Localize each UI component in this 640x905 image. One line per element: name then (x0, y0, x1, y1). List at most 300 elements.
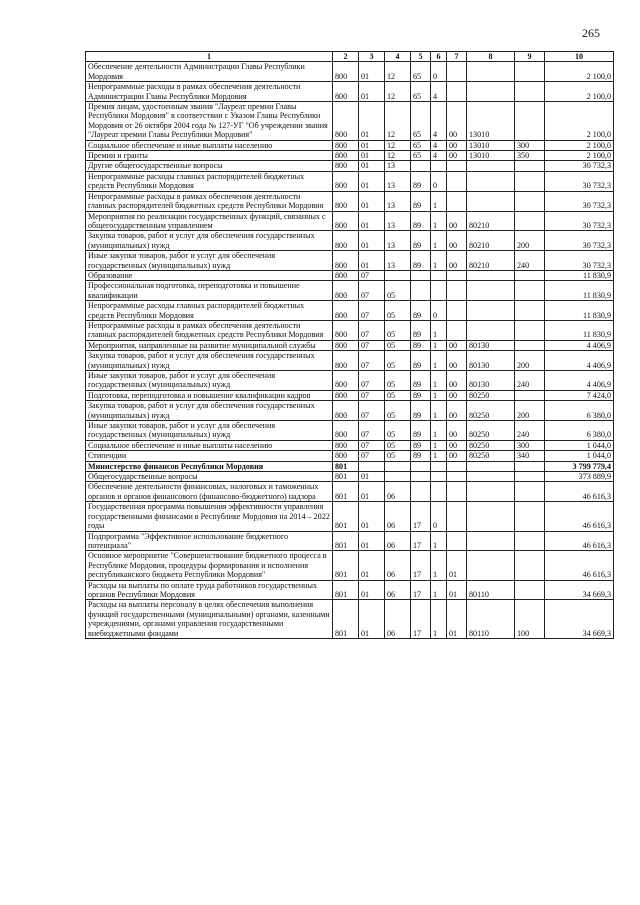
subsection-cell: 05 (385, 421, 411, 441)
program-cell: 89 (411, 191, 431, 211)
expense-type-cell (515, 281, 545, 301)
item-name-cell: Стипендии (86, 451, 333, 461)
section-cell: 01 (359, 161, 385, 171)
direction-cell (467, 270, 515, 280)
event-cell: 01 (447, 580, 467, 600)
expense-type-cell (515, 270, 545, 280)
table-row (86, 82, 614, 102)
amount-cell: 11 830,9 (545, 320, 614, 340)
amount-cell: 6 380,0 (545, 421, 614, 441)
direction-cell (467, 482, 515, 502)
program-cell: 89 (411, 401, 431, 421)
item-name-cell: Подпрограмма "Эффективное использование бюджетного потенциала" (86, 531, 333, 551)
item-name-cell: Расходы на выплаты персоналу в целях обеспечения выполнения функций государственными (муниципальными) органами, казенными учреждениями, органами управления государственными внебюджетными фондами (86, 600, 333, 639)
subprogram-cell: 1 (431, 600, 447, 639)
section-cell: 01 (359, 502, 385, 531)
table-row (86, 270, 614, 280)
subsection-cell: 05 (385, 451, 411, 461)
section-cell: 01 (359, 82, 385, 102)
admin-code-cell: 800 (333, 270, 359, 280)
direction-cell (467, 191, 515, 211)
direction-cell: 80130 (467, 340, 515, 350)
event-cell: 00 (447, 371, 467, 391)
expense-type-cell (515, 62, 545, 82)
item-name-cell: Обеспечение деятельности Администрации Главы Республики Мордовия (86, 62, 333, 82)
amount-cell: 30 732,3 (545, 161, 614, 171)
subsection-cell (385, 472, 411, 482)
admin-code-cell: 800 (333, 62, 359, 82)
table-row (86, 161, 614, 171)
subprogram-cell: 1 (431, 580, 447, 600)
section-cell: 07 (359, 401, 385, 421)
expense-type-cell (515, 340, 545, 350)
amount-cell: 1 044,0 (545, 440, 614, 450)
program-cell: 89 (411, 451, 431, 461)
item-name-cell: Профессиональная подготовка, переподготовка и повышение квалификации (86, 281, 333, 301)
amount-cell: 2 100,0 (545, 62, 614, 82)
subprogram-cell (431, 482, 447, 502)
expense-type-cell: 240 (515, 251, 545, 271)
subsection-cell: 06 (385, 502, 411, 531)
item-name-cell: Расходы на выплаты по оплате труда работников государственных органов Республики Мордовия (86, 580, 333, 600)
event-cell (447, 461, 467, 471)
column-header: 2 (333, 52, 359, 62)
amount-cell: 34 669,3 (545, 580, 614, 600)
section-cell: 07 (359, 320, 385, 340)
table-row (86, 551, 614, 580)
admin-code-cell: 800 (333, 281, 359, 301)
event-cell (447, 191, 467, 211)
program-cell: 89 (411, 390, 431, 400)
subprogram-cell: 1 (431, 421, 447, 441)
event-cell (447, 502, 467, 531)
item-name-cell: Основное мероприятие "Совершенствование бюджетного процесса в Республике Мордовия, процедуры формирования и исполнения республиканского бюджета Республики Мордовия" (86, 551, 333, 580)
amount-cell: 4 406,9 (545, 351, 614, 371)
event-cell: 00 (447, 440, 467, 450)
program-cell (411, 161, 431, 171)
subprogram-cell: 1 (431, 451, 447, 461)
admin-code-cell: 801 (333, 461, 359, 471)
direction-cell (467, 62, 515, 82)
section-cell: 01 (359, 472, 385, 482)
event-cell: 00 (447, 140, 467, 150)
subsection-cell: 13 (385, 161, 411, 171)
subsection-cell: 05 (385, 371, 411, 391)
subsection-cell (385, 270, 411, 280)
admin-code-cell: 800 (333, 390, 359, 400)
event-cell: 00 (447, 211, 467, 231)
table-row (86, 451, 614, 461)
direction-cell (467, 301, 515, 321)
table-row (86, 580, 614, 600)
event-cell: 00 (447, 351, 467, 371)
table-row (86, 421, 614, 441)
subsection-cell: 13 (385, 211, 411, 231)
direction-cell: 80250 (467, 390, 515, 400)
event-cell (447, 320, 467, 340)
section-cell: 07 (359, 270, 385, 280)
event-cell (447, 270, 467, 280)
section-cell: 07 (359, 451, 385, 461)
event-cell: 00 (447, 451, 467, 461)
column-header: 3 (359, 52, 385, 62)
event-cell: 00 (447, 401, 467, 421)
amount-cell: 3 799 779,4 (545, 461, 614, 471)
item-name-cell: Непрограммные расходы главных распорядителей бюджетных средств Республики Мордовия (86, 171, 333, 191)
program-cell: 65 (411, 62, 431, 82)
expense-type-cell: 200 (515, 401, 545, 421)
direction-cell: 80130 (467, 351, 515, 371)
item-name-cell: Обеспечение деятельности финансовых, налоговых и таможенных органов и органов финансового (финансово-бюджетного) надзора (86, 482, 333, 502)
direction-cell: 80250 (467, 401, 515, 421)
column-header: 10 (545, 52, 614, 62)
subprogram-cell: 1 (431, 251, 447, 271)
admin-code-cell: 801 (333, 580, 359, 600)
section-cell: 07 (359, 390, 385, 400)
expense-type-cell: 100 (515, 600, 545, 639)
direction-cell: 80110 (467, 580, 515, 600)
event-cell: 00 (447, 102, 467, 141)
item-name-cell: Иные закупки товаров, работ и услуг для обеспечения государственных (муниципальных) нужд (86, 371, 333, 391)
amount-cell: 2 100,0 (545, 140, 614, 150)
program-cell: 17 (411, 600, 431, 639)
item-name-cell: Другие общегосударственные вопросы (86, 161, 333, 171)
direction-cell (467, 461, 515, 471)
subprogram-cell: 1 (431, 531, 447, 551)
subprogram-cell: 4 (431, 151, 447, 161)
item-name-cell: Мероприятия, направленные на развитие муниципальной службы (86, 340, 333, 350)
table-row (86, 251, 614, 271)
item-name-cell: Мероприятия по реализации государственных функций, связанных с общегосударственным управлением (86, 211, 333, 231)
section-cell: 01 (359, 551, 385, 580)
subsection-cell: 13 (385, 191, 411, 211)
subprogram-cell: 1 (431, 440, 447, 450)
section-cell: 01 (359, 211, 385, 231)
amount-cell: 11 830,9 (545, 301, 614, 321)
subprogram-cell: 4 (431, 82, 447, 102)
program-cell: 89 (411, 371, 431, 391)
amount-cell: 46 616,3 (545, 482, 614, 502)
amount-cell: 46 616,3 (545, 531, 614, 551)
expense-type-cell: 350 (515, 151, 545, 161)
expense-type-cell: 240 (515, 421, 545, 441)
subprogram-cell: 1 (431, 371, 447, 391)
admin-code-cell: 800 (333, 171, 359, 191)
program-cell: 89 (411, 301, 431, 321)
program-cell: 17 (411, 551, 431, 580)
program-cell (411, 461, 431, 471)
table-row (86, 600, 614, 639)
event-cell: 00 (447, 251, 467, 271)
expense-type-cell (515, 211, 545, 231)
subprogram-cell: 1 (431, 390, 447, 400)
program-cell: 65 (411, 102, 431, 141)
expense-type-cell: 300 (515, 440, 545, 450)
section-cell: 07 (359, 440, 385, 450)
column-header: 8 (467, 52, 515, 62)
program-cell: 65 (411, 82, 431, 102)
subsection-cell: 12 (385, 140, 411, 150)
subprogram-cell (431, 270, 447, 280)
program-cell (411, 482, 431, 502)
admin-code-cell: 800 (333, 371, 359, 391)
subprogram-cell: 1 (431, 211, 447, 231)
subprogram-cell: 0 (431, 301, 447, 321)
subsection-cell: 13 (385, 251, 411, 271)
table-row (86, 351, 614, 371)
item-name-cell: Подготовка, переподготовка и повышение квалификации кадров (86, 390, 333, 400)
section-cell: 01 (359, 231, 385, 251)
item-name-cell: Образование (86, 270, 333, 280)
subprogram-cell: 0 (431, 62, 447, 82)
expense-type-cell (515, 551, 545, 580)
program-cell: 65 (411, 140, 431, 150)
subprogram-cell (431, 281, 447, 301)
admin-code-cell: 800 (333, 140, 359, 150)
subsection-cell: 05 (385, 301, 411, 321)
amount-cell: 11 830,9 (545, 281, 614, 301)
program-cell: 89 (411, 211, 431, 231)
admin-code-cell: 800 (333, 82, 359, 102)
event-cell (447, 82, 467, 102)
table-row (86, 231, 614, 251)
direction-cell (467, 472, 515, 482)
direction-cell: 80130 (467, 371, 515, 391)
section-cell: 01 (359, 580, 385, 600)
admin-code-cell: 801 (333, 472, 359, 482)
amount-cell: 30 732,3 (545, 191, 614, 211)
subsection-cell: 06 (385, 531, 411, 551)
program-cell (411, 281, 431, 301)
item-name-cell: Непрограммные расходы в рамках обеспечения деятельности Администрации Главы Республики Мордовия (86, 82, 333, 102)
item-name-cell: Министерство финансов Республики Мордовия (86, 461, 333, 471)
subprogram-cell: 4 (431, 102, 447, 141)
expense-type-cell (515, 82, 545, 102)
item-name-cell: Иные закупки товаров, работ и услуг для обеспечения государственных (муниципальных) нужд (86, 251, 333, 271)
subsection-cell: 05 (385, 281, 411, 301)
admin-code-cell: 801 (333, 551, 359, 580)
column-header: 6 (431, 52, 447, 62)
item-name-cell: Премия лицам, удостоенным звания "Лауреат премии Главы Республики Мордовия" в соответствии с Указом Главы Республики Мордовия от 26 октября 2004 года № 127-УГ "Об учреждении звания "Лауреат премии Главы Республики Мордовия" (86, 102, 333, 141)
expense-type-cell (515, 320, 545, 340)
program-cell: 89 (411, 171, 431, 191)
amount-cell: 46 616,3 (545, 551, 614, 580)
admin-code-cell: 800 (333, 351, 359, 371)
direction-cell (467, 161, 515, 171)
direction-cell (467, 531, 515, 551)
direction-cell: 80250 (467, 421, 515, 441)
subsection-cell: 05 (385, 440, 411, 450)
event-cell (447, 531, 467, 551)
amount-cell: 2 100,0 (545, 151, 614, 161)
admin-code-cell: 800 (333, 151, 359, 161)
event-cell (447, 281, 467, 301)
table-row (86, 482, 614, 502)
section-cell: 07 (359, 371, 385, 391)
admin-code-cell: 800 (333, 320, 359, 340)
subprogram-cell: 1 (431, 351, 447, 371)
table-row (86, 472, 614, 482)
subsection-cell: 06 (385, 580, 411, 600)
program-cell: 89 (411, 231, 431, 251)
expense-type-cell (515, 472, 545, 482)
expense-type-cell: 240 (515, 371, 545, 391)
subsection-cell: 13 (385, 171, 411, 191)
event-cell (447, 472, 467, 482)
event-cell (447, 482, 467, 502)
amount-cell: 7 424,0 (545, 390, 614, 400)
expense-type-cell (515, 502, 545, 531)
table-row (86, 281, 614, 301)
direction-cell (467, 281, 515, 301)
subsection-cell: 13 (385, 231, 411, 251)
event-cell (447, 301, 467, 321)
table-row (86, 191, 614, 211)
subsection-cell: 05 (385, 401, 411, 421)
subsection-cell: 05 (385, 390, 411, 400)
event-cell (447, 171, 467, 191)
admin-code-cell: 801 (333, 531, 359, 551)
expense-type-cell (515, 461, 545, 471)
admin-code-cell: 800 (333, 231, 359, 251)
direction-cell (467, 171, 515, 191)
section-cell: 01 (359, 140, 385, 150)
program-cell (411, 270, 431, 280)
item-name-cell: Общегосударственные вопросы (86, 472, 333, 482)
table-row (86, 502, 614, 531)
subsection-cell: 12 (385, 102, 411, 141)
event-cell: 01 (447, 600, 467, 639)
table-row (86, 301, 614, 321)
event-cell: 00 (447, 151, 467, 161)
subprogram-cell: 1 (431, 320, 447, 340)
section-cell: 01 (359, 531, 385, 551)
expense-type-cell (515, 301, 545, 321)
budget-table (85, 51, 614, 639)
admin-code-cell: 800 (333, 340, 359, 350)
expense-type-cell (515, 191, 545, 211)
table-row (86, 211, 614, 231)
admin-code-cell: 800 (333, 161, 359, 171)
subprogram-cell (431, 472, 447, 482)
subprogram-cell: 1 (431, 191, 447, 211)
direction-cell: 13010 (467, 140, 515, 150)
admin-code-cell: 801 (333, 600, 359, 639)
page-number: 265 (582, 26, 600, 40)
header-row (86, 52, 614, 62)
table-row (86, 102, 614, 141)
table-row (86, 340, 614, 350)
subsection-cell: 06 (385, 551, 411, 580)
section-cell: 01 (359, 102, 385, 141)
subsection-cell: 06 (385, 482, 411, 502)
amount-cell: 4 406,9 (545, 371, 614, 391)
item-name-cell: Непрограммные расходы главных распорядителей бюджетных средств Республики Мордовия (86, 301, 333, 321)
section-cell: 07 (359, 281, 385, 301)
program-cell: 89 (411, 440, 431, 450)
section-cell: 01 (359, 62, 385, 82)
expense-type-cell: 200 (515, 231, 545, 251)
expense-type-cell (515, 102, 545, 141)
amount-cell: 30 732,3 (545, 231, 614, 251)
subsection-cell: 12 (385, 62, 411, 82)
subsection-cell: 05 (385, 351, 411, 371)
admin-code-cell: 800 (333, 421, 359, 441)
item-name-cell: Закупка товаров, работ и услуг для обеспечения государственных (муниципальных) нужд (86, 401, 333, 421)
section-cell: 01 (359, 600, 385, 639)
section-cell: 07 (359, 340, 385, 350)
admin-code-cell: 800 (333, 301, 359, 321)
program-cell: 17 (411, 580, 431, 600)
event-cell: 01 (447, 551, 467, 580)
section-cell: 01 (359, 251, 385, 271)
event-cell: 00 (447, 231, 467, 251)
column-header: 9 (515, 52, 545, 62)
item-name-cell: Социальное обеспечение и иные выплаты населению (86, 440, 333, 450)
section-cell: 01 (359, 151, 385, 161)
column-header: 5 (411, 52, 431, 62)
amount-cell: 6 380,0 (545, 401, 614, 421)
subprogram-cell: 1 (431, 231, 447, 251)
column-header: 4 (385, 52, 411, 62)
subprogram-cell: 0 (431, 171, 447, 191)
program-cell: 17 (411, 531, 431, 551)
table-row (86, 461, 614, 471)
subsection-cell: 12 (385, 151, 411, 161)
expense-type-cell: 300 (515, 140, 545, 150)
program-cell: 89 (411, 351, 431, 371)
admin-code-cell: 800 (333, 211, 359, 231)
section-cell: 01 (359, 191, 385, 211)
subprogram-cell (431, 161, 447, 171)
item-name-cell: Государственная программа повышения эффективности управления государственными финансами в Республике Мордовия на 2014 – 2022 годы (86, 502, 333, 531)
expense-type-cell (515, 171, 545, 191)
subsection-cell: 12 (385, 82, 411, 102)
direction-cell: 80210 (467, 251, 515, 271)
section-cell: 01 (359, 482, 385, 502)
admin-code-cell: 800 (333, 102, 359, 141)
item-name-cell: Социальное обеспечение и иные выплаты населению (86, 140, 333, 150)
amount-cell: 4 406,9 (545, 340, 614, 350)
direction-cell: 80250 (467, 440, 515, 450)
table-row (86, 401, 614, 421)
direction-cell: 13010 (467, 151, 515, 161)
amount-cell: 11 830,9 (545, 270, 614, 280)
event-cell: 00 (447, 390, 467, 400)
direction-cell: 80110 (467, 600, 515, 639)
expense-type-cell: 340 (515, 451, 545, 461)
program-cell: 65 (411, 151, 431, 161)
subprogram-cell: 0 (431, 502, 447, 531)
direction-cell: 80210 (467, 231, 515, 251)
subprogram-cell: 1 (431, 340, 447, 350)
direction-cell: 80250 (467, 451, 515, 461)
direction-cell: 13010 (467, 102, 515, 141)
subsection-cell: 05 (385, 320, 411, 340)
section-cell: 07 (359, 351, 385, 371)
event-cell: 00 (447, 340, 467, 350)
section-cell: 07 (359, 421, 385, 441)
amount-cell: 30 732,3 (545, 251, 614, 271)
admin-code-cell: 800 (333, 401, 359, 421)
event-cell (447, 161, 467, 171)
item-name-cell: Непрограммные расходы в рамках обеспечения деятельности главных распорядителей бюджетных средств Республики Мордовия (86, 320, 333, 340)
admin-code-cell: 800 (333, 191, 359, 211)
program-cell: 89 (411, 251, 431, 271)
table-row (86, 151, 614, 161)
subsection-cell: 05 (385, 340, 411, 350)
section-cell: 01 (359, 171, 385, 191)
